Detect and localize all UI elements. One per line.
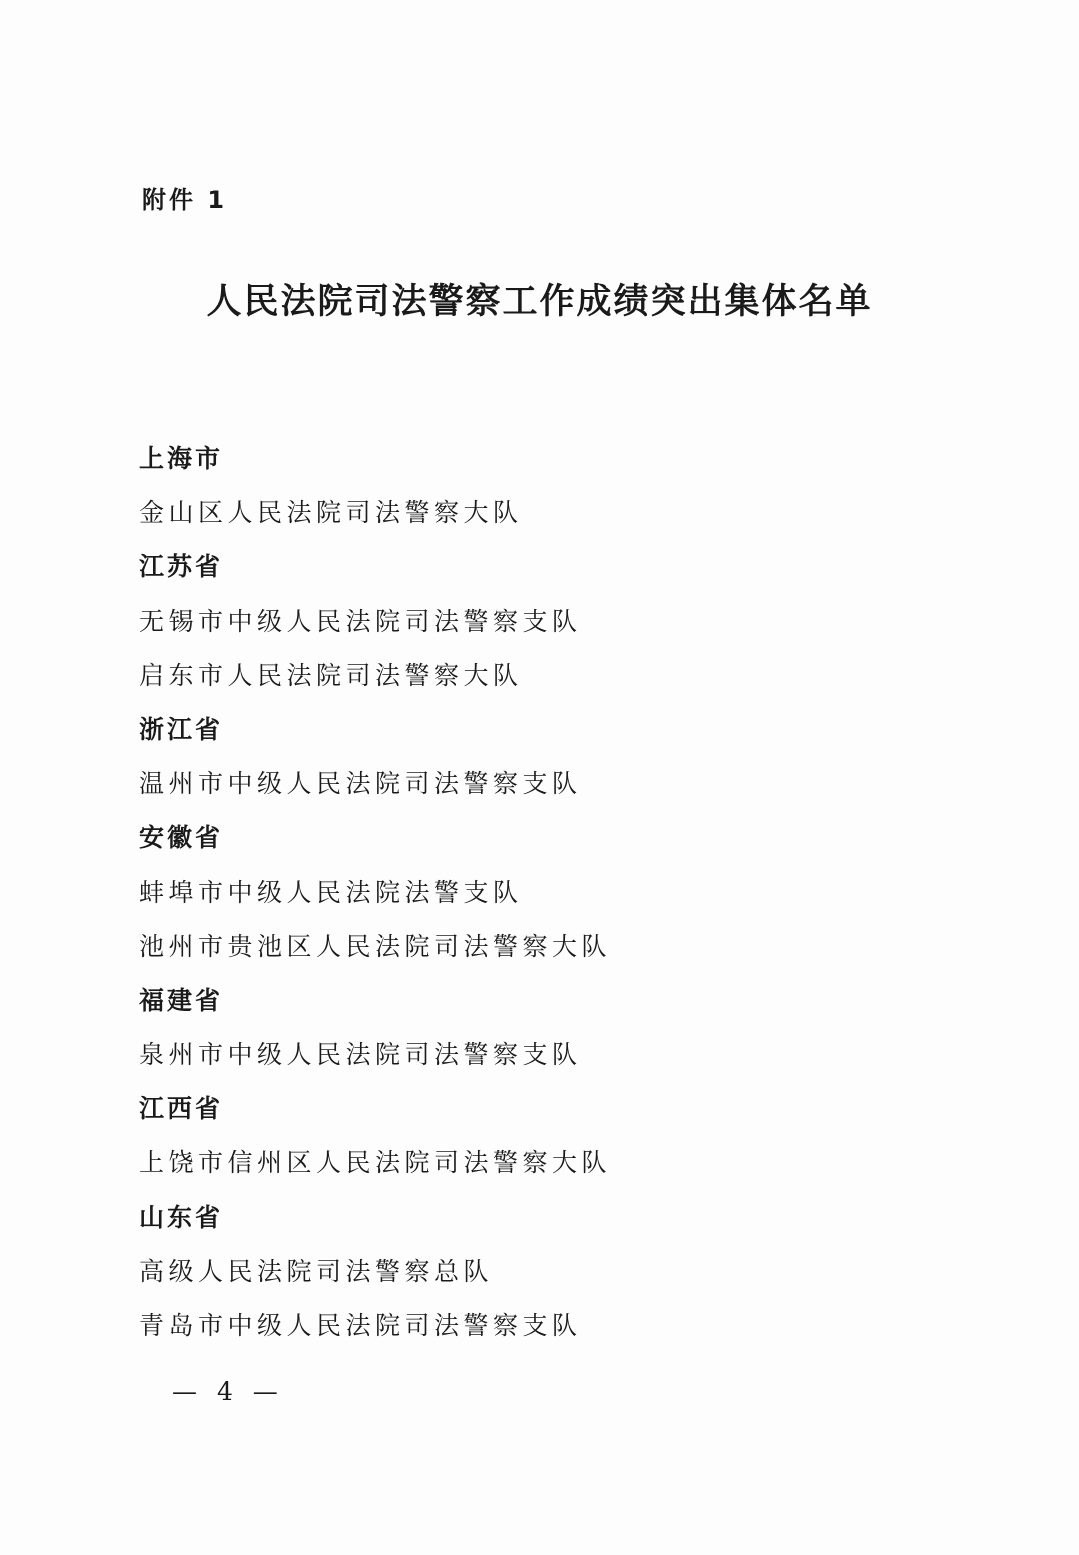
unit-name: 启东市人民法院司法警察大队 [139, 660, 523, 690]
attachment-label: 附件 1 [142, 186, 228, 214]
province-heading: 江西省 [139, 1094, 224, 1124]
document-title: 人民法院司法警察工作成绩突出集体名单 [206, 281, 873, 322]
province-heading: 上海市 [139, 444, 224, 473]
province-heading: 江苏省 [139, 552, 224, 582]
unit-name: 池州市贵池区人民法院司法警察大队 [139, 931, 612, 961]
unit-name: 青岛市中级人民法院司法警察支队 [139, 1311, 582, 1340]
unit-name: 金山区人民法院司法警察大队 [139, 498, 523, 528]
province-heading: 浙江省 [139, 714, 224, 744]
unit-name: 温州市中级人民法院司法警察支队 [139, 769, 582, 799]
unit-name: 高级人民法院司法警察总队 [139, 1256, 494, 1286]
honor-list [139, 436, 999, 1357]
province-heading: 安徽省 [139, 823, 224, 853]
page-number: — 4 — [172, 1377, 284, 1406]
province-heading: 福建省 [139, 985, 224, 1015]
unit-name: 蚌埠市中级人民法院法警支队 [139, 877, 523, 907]
unit-name: 无锡市中级人民法院司法警察支队 [139, 606, 582, 636]
unit-name: 上饶市信州区人民法院司法警察大队 [139, 1148, 612, 1178]
unit-name: 泉州市中级人民法院司法警察支队 [139, 1040, 582, 1070]
province-heading: 山东省 [139, 1202, 224, 1232]
